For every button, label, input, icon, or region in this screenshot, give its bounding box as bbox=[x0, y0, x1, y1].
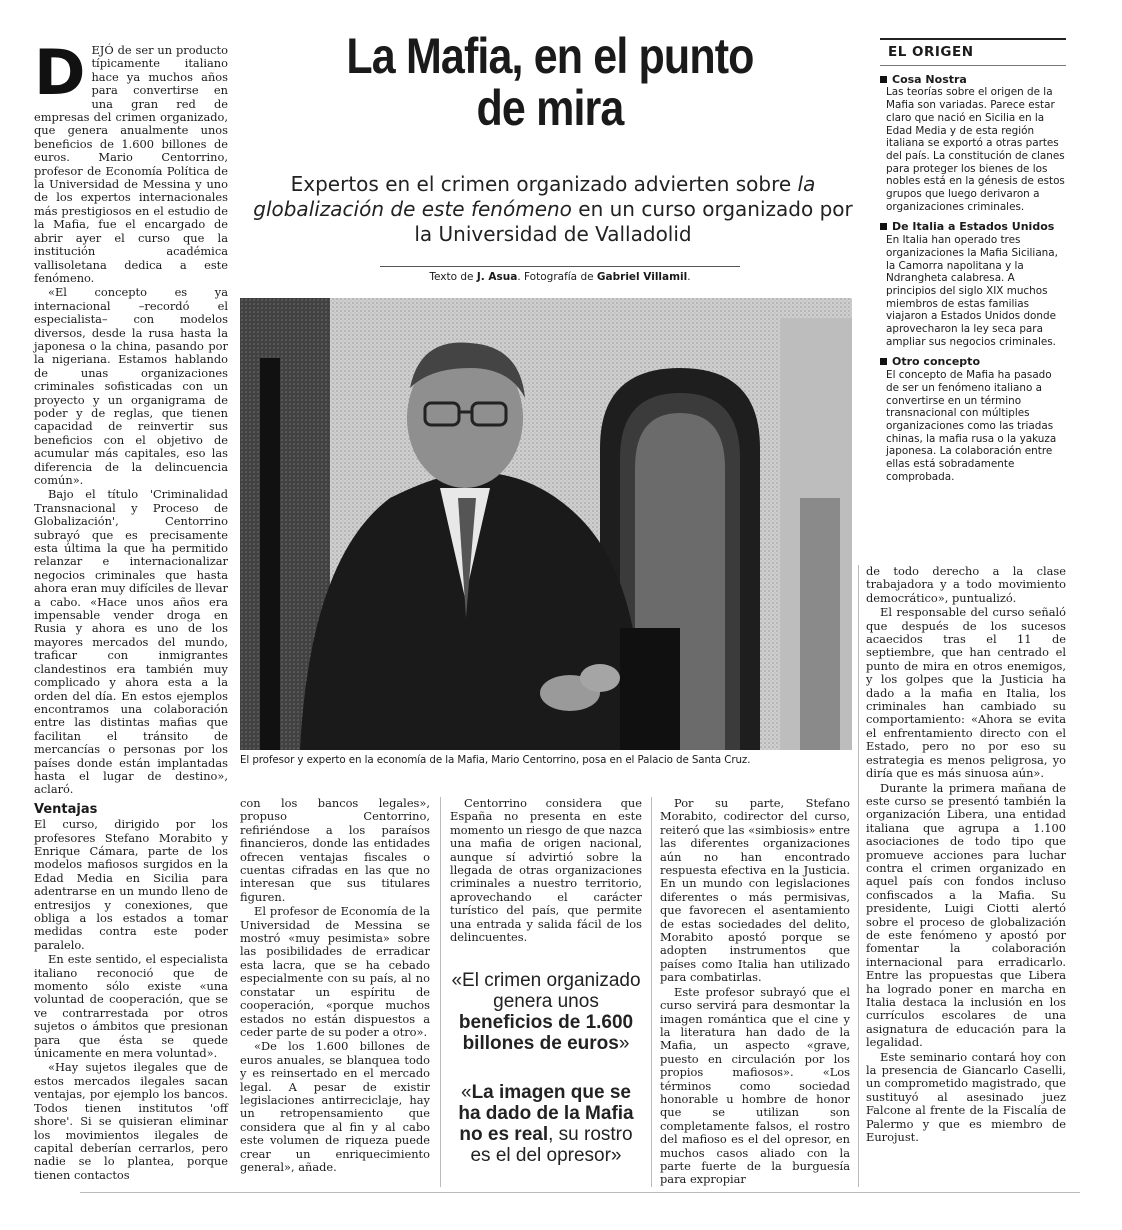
paragraph: Durante la primera mañana de este curso se presentó también la organización Libera, una entidad italiana que agrupa a 1.100 asociaciones de todo tipo que promueve acciones para luchar contra el crimen organizado en aquel país con fondos incluso confiscados a la Mafia. Su presidente, Luigi Ciotti alertó sobre el proceso de globalización de este fenómeno y apostó por fomentar la colaboración internacional para erradicarlo. Entre las propuestas que Libera ha logrado poner en marcha en Italia destaca la inclusión en los currículos escolares de una asignatura de educación para la legalidad. bbox=[866, 780, 1066, 1050]
photo-illustration bbox=[240, 298, 852, 750]
pull-quote-1-pre: «El crimen organizado genera unos bbox=[451, 970, 641, 1012]
deck-part-3: en un curso organizado por la Universidad de Valladolid bbox=[414, 197, 853, 246]
deck-part-2: la globalización de este fenómeno bbox=[253, 172, 816, 221]
paragraph: Este profesor subrayó que el curso servirá para desmontar la imagen romántica que el cine y la literatura han dado de la Mafia, un aspecto «grave, puesto en circulación por los propios mafiosos». «Los términos como sociedad honorable u hombre de honor que se utilizan son completamente falsos, el rostro del mafioso es el del opresor, en muchos casos aliado con la parte fuerte de la burguesía para expropiar bbox=[660, 984, 850, 1187]
pull-quote-1-bold: beneficios de 1.600 billones de euros bbox=[458, 1012, 634, 1054]
sidebar-item-heading: De Italia a Estados Unidos bbox=[880, 221, 1066, 234]
paragraph: El profesor de Economía de la Universidad de Messina se mostró «muy pesimista» sobre las posibilidades de erradicar esta lacra, que se ha cebado especialmente con su país, al no constatar un espíritu de cooperación, «porque muchos estados no están dispuestos a ceder parte de su poder a otro». bbox=[240, 904, 430, 1039]
deck-part-1: Expertos en el crimen organizado advierten sobre bbox=[290, 172, 798, 196]
sidebar-item bbox=[880, 74, 1066, 214]
byline-suffix: . bbox=[687, 271, 691, 283]
article-column-right bbox=[866, 565, 1066, 1145]
paragraph: con los bancos legales», propuso Centorrino, refiriéndose a los paraísos financieros, donde las entidades ofrecen ventajas fiscales o cuentas cifradas en las que no interesan que sus titulares figuren. bbox=[240, 796, 430, 904]
sidebar-item-heading: Cosa Nostra bbox=[880, 74, 1066, 87]
byline-photographer: Gabriel Villamil bbox=[596, 271, 688, 283]
byline bbox=[380, 266, 740, 283]
article-column-bottom-1 bbox=[240, 797, 430, 1175]
article-column-bottom-2 bbox=[450, 797, 642, 945]
pull-quote-2 bbox=[450, 1082, 642, 1166]
pull-quote-1 bbox=[450, 970, 642, 1054]
paragraph: «De los 1.600 billones de euros anuales, se blanquea todo y es reinsertado en el mercado legal. A pesar de existir legislaciones antirreciclaje, hay un retropensamiento que considera que al fin y al cabo este volumen de riqueza puede crear un enriquecimiento general», añade. bbox=[240, 1039, 430, 1174]
lead-text: EJÓ de ser un producto típicamente italiano hace ya muchos años para convertirse en una gran red de empresas del crimen organizado, que genera anualmente unos beneficios de 1.600 billones de euros. Mario Centorrino, profesor de Economía Política de la Universidad de Messina y uno de los expertos internacionales más prestigiosos en el estudio de la Mafia, fue el encargado de abrir ayer el curso que la institución académica vallisoletana dedica a este fenómeno. bbox=[34, 43, 228, 285]
paragraph: «El concepto es ya internacional –recordó el especialista– con modelos diversos, desde la rusa hasta la japonesa o la china, pasando por la nigeriana. Estamos hablando de unas organizaciones criminales sofisticadas con un proyecto y un organigrama de poder y de reglas, que tienen capacidad de reinvertir sus beneficios con el objetivo de acumular más capitales, eso las diferencia de la delincuencia común». bbox=[34, 285, 228, 487]
paragraph: Por su parte, Stefano Morabito, codirector del curso, reiteró que las «simbiosis» entre las diferentes organizaciones aún no han encontrado respuesta efectiva en la Justicia. En un mundo con legislaciones diferentes o más permisivas, que favorecen el asentamiento de estas sociedades del delito, Morabito apostó porque se adopten instrumentos que países como Italia han utilizado para combatirlas. bbox=[660, 796, 850, 985]
pull-quote-2-post: , su rostro es el del opresor» bbox=[470, 1124, 633, 1166]
sidebar-item-heading: Otro concepto bbox=[880, 356, 1066, 369]
portrait-photo bbox=[240, 298, 852, 750]
lead-paragraph bbox=[34, 36, 228, 285]
subhead: Ventajas bbox=[34, 801, 98, 817]
article-column-bottom-3 bbox=[660, 797, 850, 1188]
paragraph: «Hay sujetos ilegales que de estos mercados ilegales sacan ventajas, por ejemplo los bancos. Todos tienen institutos 'off shore'. Si se quisieran eliminar los movimientos ilegales de capital deberían cerrarlos, pero nadie se lo plantea, porque tienen contactos bbox=[34, 1060, 228, 1182]
sidebar-item bbox=[880, 356, 1066, 483]
sidebar-item-body: El concepto de Mafia ha pasado de ser un fenómeno italiano a convertirse en un término transnacional con múltiples organizaciones como las triadas chinas, la mafia rusa o la yakuza japonesa. La colaboración entre ellas está sobradamente comprobada. bbox=[886, 369, 1057, 483]
byline-prefix: Texto de bbox=[429, 271, 477, 283]
byline-mid: . Fotografía de bbox=[517, 271, 597, 283]
column-divider bbox=[440, 797, 441, 1187]
deck bbox=[250, 172, 856, 247]
sidebar-item bbox=[880, 221, 1066, 348]
pull-quote-1-post: » bbox=[618, 1033, 630, 1054]
paragraph: En este sentido, el especialista italiano reconoció que de momento sólo existe «una voluntad de cooperación, que se ve contrarrestada por otros sujetos o ámbitos que presionan para que ésta se quede únicamente en mera voluntad». bbox=[34, 952, 228, 1061]
article-column-left bbox=[34, 36, 228, 1183]
pull-quote-2-bold: La imagen que se ha dado de la Mafia no es real bbox=[458, 1082, 634, 1145]
column-divider bbox=[858, 565, 859, 1187]
paragraph: Centorrino considera que España no presenta en este momento un riesgo de que nazca una mafia de origen nacional, aunque sí advirtió sobre la llegada de otras organizaciones criminales a nuestro territorio, aprovechando el carácter turístico del país, que permite una entrada y salida fácil de los delincuentes. bbox=[450, 796, 642, 945]
paragraph: El curso, dirigido por los profesores Stefano Morabito y Enrique Cámara, parte de los modelos mafiosos surgidos en la Edad Media en Sicilia para adentrarse en un mundo lleno de entresijos y conexiones, que obliga a los estados a tomar medidas contra este poder paralelo. bbox=[34, 817, 228, 952]
paragraph: El responsable del curso señaló que después de los sucesos acaecidos tras el 11 de septiembre, que han centrado el punto de mira en otros enemigos, y los golpes que la Justicia ha dado a la mafia en Italia, los criminales han cambiado su comportamiento: «Ahora se evita el enfrentamiento directo con el Estado, pero no por eso su estrategia es menos peligrosa, yo diría que es más sinuosa aún». bbox=[866, 605, 1066, 781]
sidebar-el-origen bbox=[880, 38, 1066, 484]
sidebar-item-body: Las teorías sobre el origen de la Mafia son variadas. Parece estar claro que nació en Sicilia en la Edad Media y de esta región italiana se exportó a otras partes del país. La constitución de clanes para proteger los bienes de los nobles está en la génesis de estos grupos que luego derivaron a organizaciones criminales. bbox=[886, 86, 1065, 213]
photo-caption: El profesor y experto en la economía de la Mafia, Mario Centorrino, posa en el Palacio de Santa Cruz. bbox=[240, 754, 751, 766]
paragraph: Bajo el título 'Criminalidad Transnacional y Proceso de Globalización', Centorrino subrayó que es precisamente esta última la que ha permitido relanzar e internacionalizar negocios criminales que hasta ahora eran muy difíciles de llevar a cabo. «Hace unos años era impensable vender droga en Rusia y ahora es uno de los mayores mercados del mundo, traficar con inmigrantes clandestinos era también muy complicado y ahora esta a la orden del día. En estos ejemplos encontramos una colaboración entre las distintas mafias que facilitan el tránsito de mercancías o personas por los países donde están implantadas hasta el lugar de destino», aclaró. bbox=[34, 487, 228, 797]
sidebar-item-body: En Italia han operado tres organizaciones la Mafia Siciliana, la Camorra napolitana y la Ndrangheta calabresa. A principios del siglo XIX muchos miembros de estas familias viajaron a Estados Unidos donde aprovecharon la ley seca para ampliar sus negocios criminales. bbox=[886, 234, 1058, 348]
headline: La Mafia, en el punto de mira bbox=[346, 28, 754, 136]
drop-cap: D bbox=[34, 36, 86, 109]
paragraph: Este seminario contará hoy con la presencia de Giancarlo Caselli, un comprometido magistrado, que sustituyó al asesinado juez Falcone al frente de la Fiscalía de Palermo y que es miembro de Eurojust. bbox=[866, 1049, 1066, 1145]
pull-quote-2-pre: « bbox=[460, 1082, 472, 1103]
sidebar-title: EL ORIGEN bbox=[880, 40, 1066, 66]
byline-author: J. Asua bbox=[476, 271, 518, 283]
bottom-rule bbox=[80, 1192, 1080, 1193]
paragraph: de todo derecho a la clase trabajadora y a todo movimiento democrático», puntualizó. bbox=[866, 564, 1066, 605]
column-divider bbox=[651, 797, 652, 1187]
